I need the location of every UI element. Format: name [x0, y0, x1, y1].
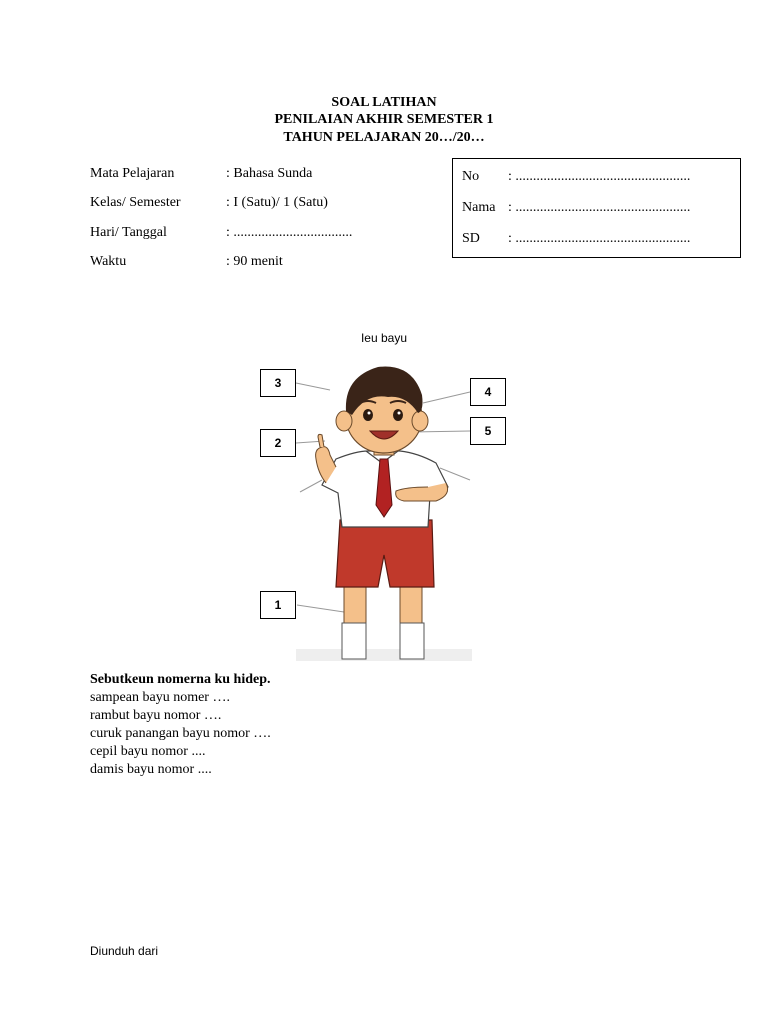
- boy-illustration: [296, 355, 472, 661]
- figure-label-3: 3: [260, 369, 296, 397]
- question-item-4: cepil bayu nomor ....: [90, 744, 206, 759]
- title-line-2: PENILAIAN AKHIR SEMESTER 1: [274, 112, 494, 127]
- figure-label-5: 5: [470, 417, 506, 445]
- question-item-2: rambut bayu nomor ….: [90, 708, 222, 723]
- info-label-class: Kelas/ Semester: [90, 195, 181, 210]
- figure-label-1: 1: [260, 591, 296, 619]
- identity-label-sd: SD: [462, 231, 480, 246]
- question-item-1: sampean bayu nomer ….: [90, 690, 230, 705]
- title-line-1: SOAL LATIHAN: [331, 95, 437, 110]
- info-value-subject: : Bahasa Sunda: [226, 166, 313, 181]
- identity-label-nama: Nama: [462, 200, 496, 215]
- identity-value-nama: : ..................................................: [508, 200, 691, 215]
- info-value-time: : 90 menit: [226, 254, 283, 269]
- identity-value-no: : ..................................................: [508, 169, 691, 184]
- info-label-date: Hari/ Tanggal: [90, 225, 167, 240]
- question-heading: Sebutkeun nomerna ku hidep.: [90, 672, 271, 687]
- question-item-3: curuk panangan bayu nomor ….: [90, 726, 271, 741]
- footer-source: Diunduh dari: [90, 944, 159, 958]
- identity-label-no: No: [462, 169, 480, 184]
- info-label-subject: Mata Pelajaran: [90, 166, 175, 181]
- question-block: [90, 671, 271, 779]
- figure-label-4: 4: [470, 378, 506, 406]
- info-label-time: Waktu: [90, 254, 127, 269]
- title-line-3: TAHUN PELAJARAN 20…/20…: [283, 130, 485, 145]
- question-item-5: damis bayu nomor ....: [90, 762, 212, 777]
- figure-label-2: 2: [260, 429, 296, 457]
- identity-value-sd: : ..................................................: [508, 231, 691, 246]
- figure-caption: Ieu bayu: [360, 331, 408, 345]
- info-value-date: : ..................................: [226, 225, 353, 240]
- info-value-class: : I (Satu)/ 1 (Satu): [226, 195, 328, 210]
